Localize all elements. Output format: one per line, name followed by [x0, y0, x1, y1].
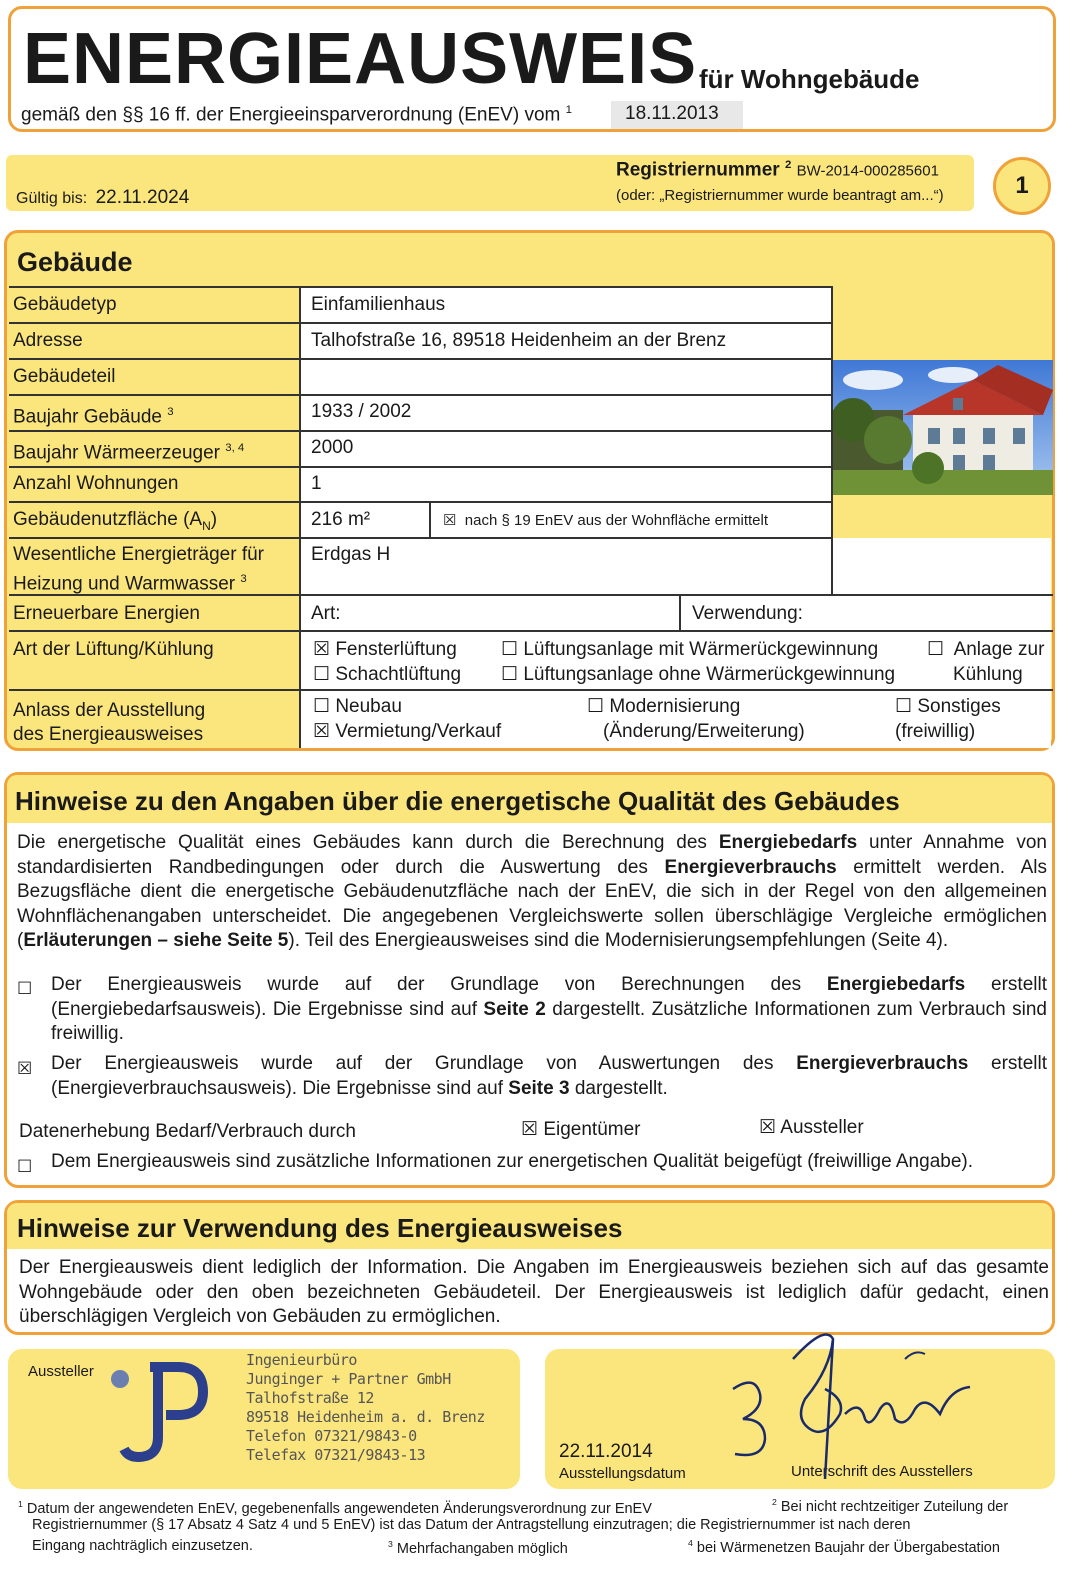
- value-address: Talhofstraße 16, 89518 Heidenheim an der Brenz: [311, 330, 727, 351]
- value-apartments: 1: [311, 473, 322, 494]
- usage-notes-header: [7, 1203, 1052, 1249]
- reason-modernisation[interactable]: ☐ Modernisierung: [587, 696, 741, 717]
- issuer-company-line-2: Junginger + Partner GmbH: [246, 1370, 451, 1388]
- row-divider: [9, 630, 1053, 632]
- registration-note: (oder: „Registriernummer wurde beantragt am...“): [616, 187, 944, 204]
- label-renewable: Erneuerbare Energien: [13, 603, 200, 624]
- issuer-phone: Telefon 07321/9843-0: [246, 1427, 417, 1445]
- usage-notes-text: Der Energieausweis dient lediglich der Information. Die Angaben im Energieausweis beziehen sich auf das gesamte Wohngebäude oder den oben bezeichneten Gebäudeteil. Der Energieausweis ist lediglich dafür gedacht, einen überschlägigen Vergleich von Gebäuden zu ermöglichen.: [19, 1257, 1049, 1327]
- issuer-city: 89518 Heidenheim a. d. Brenz: [246, 1408, 485, 1426]
- page-number-badge: 1: [993, 157, 1051, 215]
- law-reference: gemäß den §§ 16 ff. der Energieeinsparverordnung (EnEV) vom $^1$: [21, 104, 572, 126]
- signature-box: [545, 1349, 1055, 1489]
- energy-quality-paragraph: Die energetische Qualität eines Gebäudes kann durch die Berechnung des Energiebedarfs unter Annahme von standardisierten Randbedingungen oder durch die Auswertung des Energieverbrauchs ermittelt werden. Als Bezugsfläche dient die energetische Gebäudenutzfläche nach der EnEV, die sich in der Regel von den allgemeinen Wohnflächenangaben unterscheidet. Die angegebenen Vergleichswerte sollen überschlägige Vergleiche ermöglichen (Erläuterungen – siehe Seite 5). Teil des Energieausweises sind die Modernisierungsempfehlungen (Seite 4).: [17, 832, 1047, 951]
- valid-until: Gültig bis: 22.11.2024: [16, 187, 190, 208]
- issuer-street: Talhofstraße 12: [246, 1389, 374, 1407]
- valid-until-date: 22.11.2024: [95, 187, 190, 208]
- column-divider: [299, 286, 301, 748]
- issuer-logo-icon: [108, 1357, 218, 1482]
- demand-checkbox[interactable]: ☐: [17, 979, 33, 998]
- building-section: [4, 230, 1055, 751]
- issuer-box: [8, 1349, 520, 1489]
- footnote-2-start: $^2$ Bei nicht rechtzeitiger Zuteilung der: [772, 1497, 1009, 1515]
- label-ventilation: Art der Lüftung/Kühlung: [13, 639, 214, 660]
- footnote-4: $^4$ bei Wärmenetzen Baujahr der Übergabestation: [688, 1538, 1000, 1556]
- label-construction-year: Baujahr Gebäude $^3$: [13, 406, 174, 428]
- renewable-type: Art:: [311, 603, 341, 624]
- registration-number-value: BW-2014-000285601: [796, 162, 939, 180]
- value-heater-year: 2000: [311, 437, 354, 458]
- document-header: [8, 6, 1056, 132]
- reason-other-detail: (freiwillig): [895, 721, 976, 742]
- energy-quality-title: Hinweise zu den Angaben über die energetische Qualität des Gebäudes: [15, 786, 900, 816]
- row-divider: [9, 430, 833, 432]
- label-energy-carriers: Wesentliche Energieträger für Heizung und Warmwasser $^3$: [13, 544, 264, 595]
- vent-without-recovery[interactable]: ☐ Lüftungsanlage ohne Wärmerückgewinnung: [501, 664, 896, 685]
- issuer-label: Aussteller: [28, 1363, 94, 1380]
- law-date-field: 18.11.2013: [611, 101, 743, 129]
- renewable-use: Verwendung:: [692, 603, 803, 624]
- area-method-checkbox[interactable]: ☒: [443, 512, 457, 529]
- signature-label: Unterschrift des Ausstellers: [791, 1463, 973, 1480]
- label-apartments: Anzahl Wohnungen: [13, 473, 179, 494]
- usage-notes: [4, 1200, 1055, 1335]
- value-usable-area: 216 m²: [311, 509, 371, 530]
- footnote-2-end: Eingang nachträglich einzusetzen.: [32, 1538, 253, 1554]
- footnote-2-middle: Registriernummer (§ 17 Absatz 4 Satz 4 und 5 EnEV) ist das Datum der Antragstellung einzutragen; die Registriernummer ist nach deren: [32, 1517, 911, 1533]
- document-title: ENERGIEAUSWEIS: [23, 19, 698, 99]
- issuer-company-line-1: Ingenieurbüro: [246, 1351, 357, 1369]
- row-divider: [9, 322, 833, 324]
- demand-option: Der Energieausweis wurde auf der Grundlage von Berechnungen des Energiebedarfs erstellt (Energiebedarfsausweis). Die Ergebnisse sind auf Seite 2 dargestellt. Zusätzliche Informationen zum Verbrauch sind freiwillig.: [51, 974, 1047, 1044]
- issue-date: 22.11.2014: [559, 1441, 653, 1462]
- building-photo: [833, 360, 1053, 495]
- data-collection-owner[interactable]: ☒ Eigentümer: [521, 1119, 641, 1140]
- consumption-option: Der Energieausweis wurde auf der Grundlage von Auswertungen des Energieverbrauchs erstellt (Energieverbrauchsausweis). Die Ergebnisse sind auf Seite 3 dargestellt.: [51, 1053, 1047, 1099]
- data-collection-issuer[interactable]: ☒ Aussteller: [759, 1117, 864, 1138]
- row-divider: [9, 466, 833, 468]
- data-collection-label: Datenerhebung Bedarf/Verbrauch durch: [19, 1121, 356, 1142]
- footnote-3: $^3$ Mehrfachangaben möglich: [388, 1539, 568, 1557]
- row-divider: [9, 358, 833, 360]
- issuer-fax: Telefax 07321/9843-13: [246, 1446, 426, 1464]
- column-divider: [429, 501, 431, 537]
- consumption-checkbox[interactable]: ☒: [17, 1059, 33, 1078]
- label-building-part: Gebäudeteil: [13, 366, 116, 387]
- value-building-type: Einfamilienhaus: [311, 294, 446, 315]
- registration-number: Registriernummer $^2$ BW-2014-000285601: [616, 159, 939, 181]
- document-subtitle: für Wohngebäude: [699, 64, 920, 94]
- vent-cooling[interactable]: ☐ Anlage zur: [927, 639, 1045, 660]
- additional-info-text: Dem Energieausweis sind zusätzliche Informationen zur energetischen Qualität beigefügt (freiwillige Angabe).: [51, 1151, 974, 1172]
- value-construction-year: 1933 / 2002: [311, 401, 412, 422]
- row-divider: [9, 394, 833, 396]
- value-energy-carriers: Erdgas H: [311, 544, 391, 565]
- usage-notes-title: Hinweise zur Verwendung des Energieausweises: [17, 1213, 623, 1243]
- energy-quality-header: [7, 775, 1052, 823]
- row-divider: [9, 689, 1053, 691]
- signature-icon: [715, 1319, 1015, 1484]
- vent-cooling-line2: Kühlung: [953, 664, 1023, 685]
- energy-quality-notes: [4, 772, 1055, 1188]
- vent-window[interactable]: ☒ Fensterlüftung: [313, 639, 457, 660]
- label-heater-year: Baujahr Wärmeerzeuger $^{3, 4}$: [13, 442, 245, 464]
- label-address: Adresse: [13, 330, 83, 351]
- row-divider: [9, 286, 833, 288]
- issue-date-label: Ausstellungsdatum: [559, 1465, 686, 1482]
- reason-rental-sale[interactable]: ☒ Vermietung/Verkauf: [313, 721, 502, 742]
- area-method: ☒ nach § 19 EnEV aus der Wohnfläche ermittelt: [443, 512, 769, 529]
- label-building-type: Gebäudetyp: [13, 294, 117, 315]
- vent-shaft[interactable]: ☐ Schachtlüftung: [313, 664, 462, 685]
- building-section-title: Gebäude: [17, 247, 133, 277]
- column-divider: [679, 594, 681, 630]
- reason-other[interactable]: ☐ Sonstiges: [895, 696, 1001, 717]
- reason-modernisation-detail: (Änderung/Erweiterung): [603, 721, 805, 742]
- validity-band: [6, 155, 974, 211]
- footnote-1: $^1$ Datum der angewendeten EnEV, gegebenenfalls angewendeten Änderungsverordnung zur EnEV: [18, 1499, 652, 1517]
- row-divider: [9, 501, 833, 503]
- vent-with-recovery[interactable]: ☐ Lüftungsanlage mit Wärmerückgewinnung: [501, 639, 879, 660]
- label-issue-reason: Anlass der Ausstellung des Energieausweises: [13, 700, 206, 745]
- reason-new-build[interactable]: ☐ Neubau: [313, 696, 402, 717]
- label-usable-area: Gebäudenutzfläche $(A_N)$: [13, 509, 218, 533]
- additional-info-checkbox[interactable]: ☐: [17, 1157, 33, 1176]
